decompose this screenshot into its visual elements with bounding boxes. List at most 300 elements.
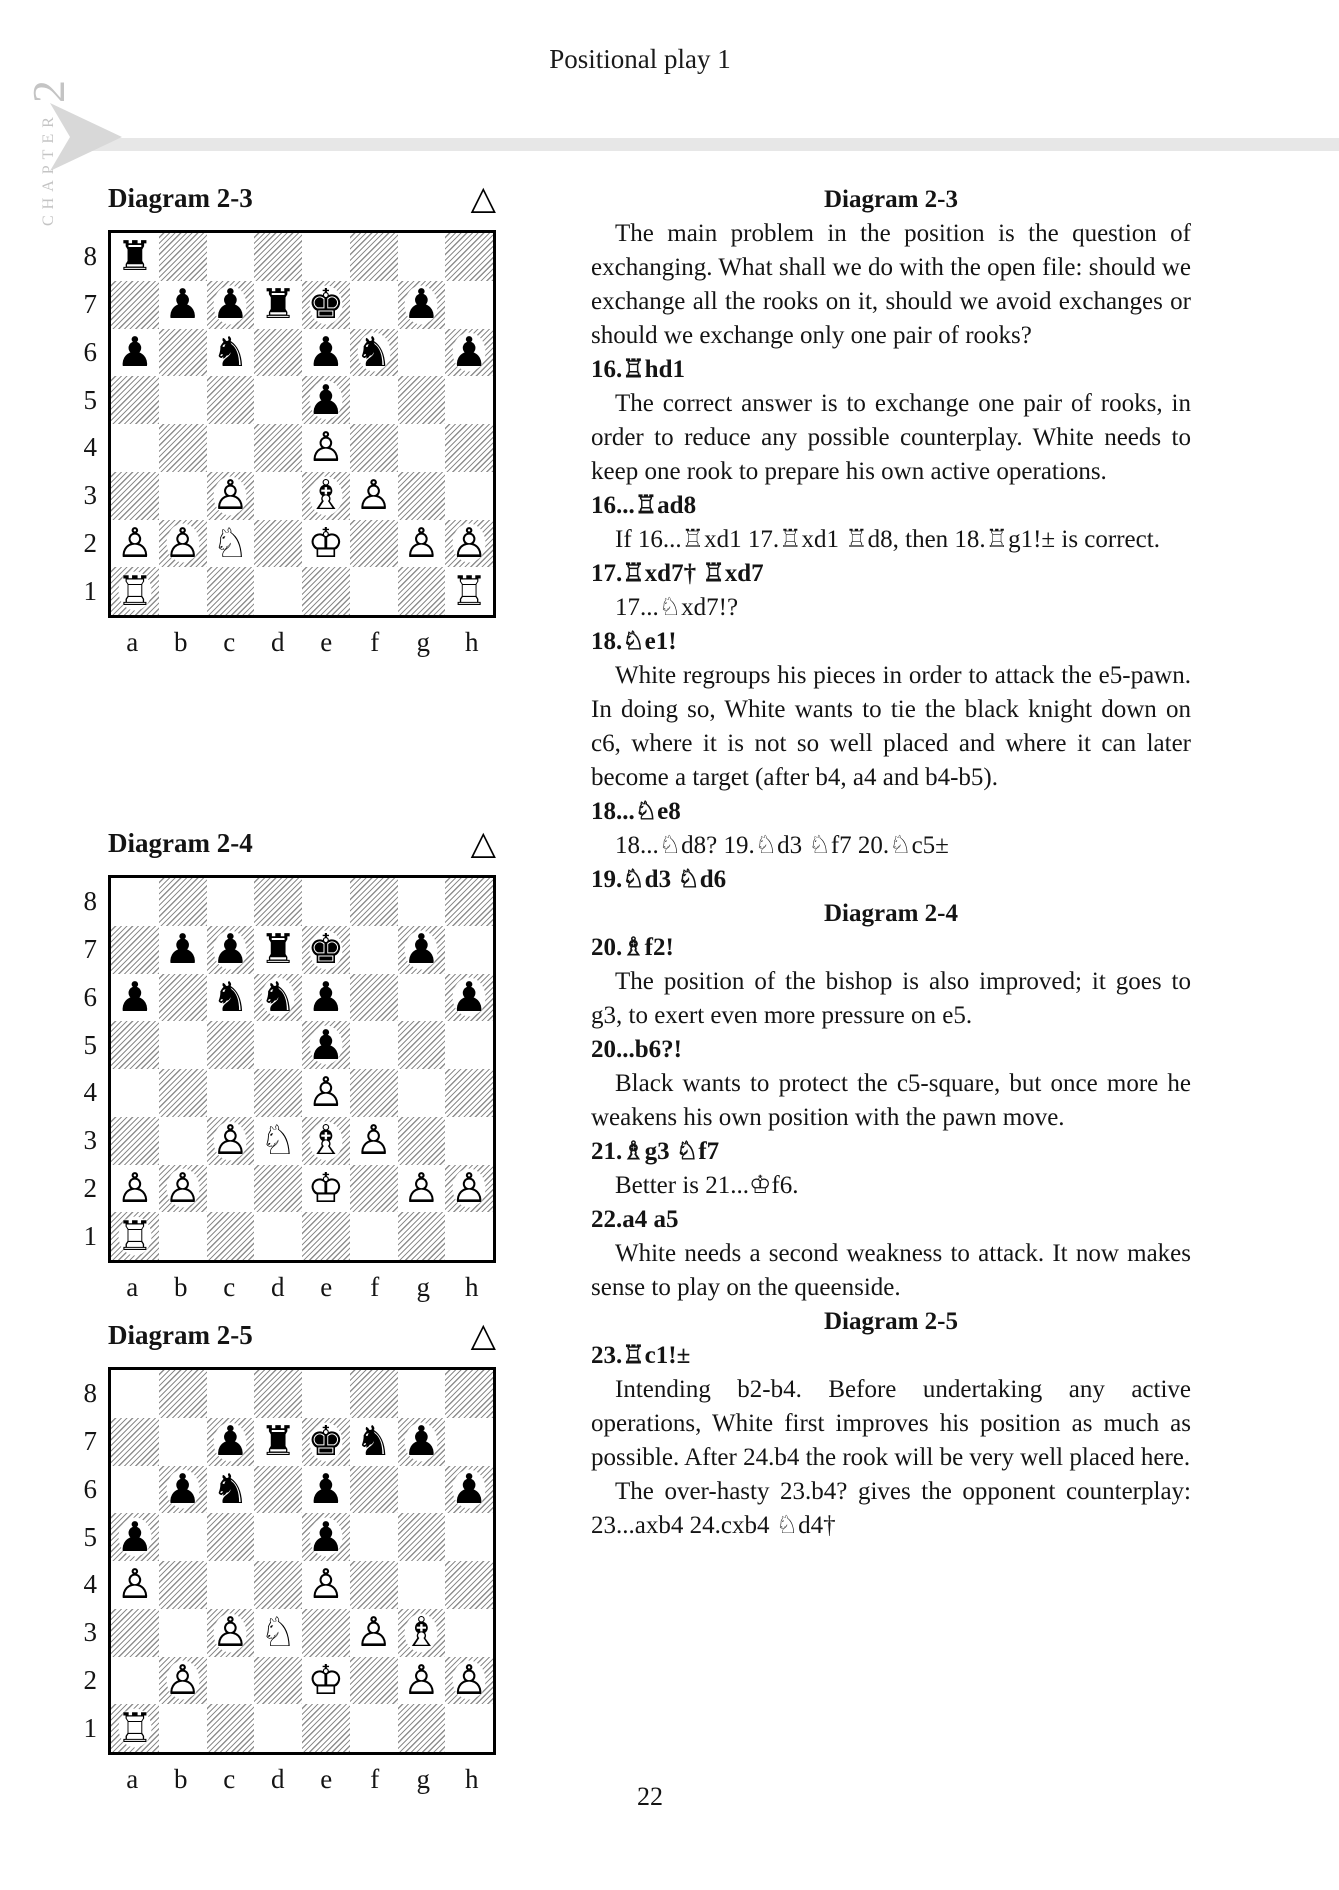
board-square (350, 424, 398, 472)
piece-glyph: ♜ (259, 925, 297, 974)
board-square (111, 281, 159, 329)
chess-piece (111, 1212, 159, 1260)
piece-glyph: ♞ (355, 1417, 392, 1466)
board-square (111, 1561, 159, 1609)
file-label: a (126, 1272, 139, 1302)
board-square (207, 472, 255, 520)
board-square (254, 1609, 302, 1657)
board-square (111, 1418, 159, 1466)
board-square (159, 281, 207, 329)
board-square (398, 878, 446, 926)
chess-piece (254, 1418, 302, 1466)
board-square (350, 567, 398, 615)
board-square (302, 878, 350, 926)
board-square (302, 233, 350, 281)
board-square (111, 520, 159, 568)
board-square (445, 376, 493, 424)
board-square (159, 1117, 207, 1165)
white-to-move-icon: △ (470, 823, 496, 862)
chess-piece (445, 1657, 493, 1705)
piece-glyph: ♟ (211, 1417, 249, 1466)
white-to-move-icon: △ (470, 178, 496, 217)
chess-piece (302, 1657, 350, 1705)
board-square (350, 1466, 398, 1514)
chapter-number: 2 (23, 80, 74, 104)
diagram-2-5 (74, 1315, 496, 1795)
file-label: g (416, 627, 430, 657)
move-line: 18...♘e8 (591, 798, 681, 825)
rank-label: 8 (83, 241, 97, 272)
piece-glyph: ♞ (211, 1464, 249, 1513)
move-line: 18.♘e1! (591, 628, 677, 655)
board-square (350, 1513, 398, 1561)
board-square (111, 329, 159, 377)
chess-piece (207, 974, 255, 1022)
chess-piece (159, 1657, 207, 1705)
board-square (350, 1418, 398, 1466)
chess-piece (302, 1069, 350, 1117)
file-labels (108, 627, 496, 658)
board-square (302, 1418, 350, 1466)
piece-glyph: ♙ (450, 1655, 488, 1704)
board-square (159, 472, 207, 520)
chess-piece (398, 520, 446, 568)
board-square (254, 329, 302, 377)
piece-glyph: ♜ (116, 232, 154, 281)
piece-glyph: ♔ (307, 518, 345, 567)
board-square (350, 1657, 398, 1705)
diagram-body (74, 875, 496, 1263)
board-square (254, 1466, 302, 1514)
chess-piece (350, 329, 398, 377)
rank-label: 1 (83, 1712, 97, 1743)
chess-piece (302, 472, 350, 520)
board-square (111, 1704, 159, 1752)
board-square (159, 376, 207, 424)
file-label: f (370, 627, 380, 657)
move-line: 22.a4 a5 (591, 1206, 679, 1233)
piece-glyph: ♟ (307, 1512, 345, 1561)
board-square (207, 281, 255, 329)
board-square (159, 1466, 207, 1514)
diagram-label: Diagram 2-3 (108, 183, 253, 213)
board-square (159, 1069, 207, 1117)
chess-piece (302, 1165, 350, 1213)
chess-piece (302, 1466, 350, 1514)
board-square (111, 1117, 159, 1165)
board-square (207, 926, 255, 974)
board-square (445, 878, 493, 926)
chess-piece (302, 424, 350, 472)
board-square (254, 424, 302, 472)
chess-piece (398, 1165, 446, 1213)
board-square (445, 926, 493, 974)
board-square (302, 974, 350, 1022)
board-square (207, 1657, 255, 1705)
file-labels (108, 1272, 496, 1303)
board-square (111, 1370, 159, 1418)
move-line: 20.♗f2! (591, 934, 674, 961)
piece-glyph: ♙ (116, 518, 154, 567)
rank-label: 7 (83, 289, 97, 320)
board-square (254, 376, 302, 424)
rank-label: 6 (83, 1473, 97, 1504)
piece-glyph: ♟ (116, 327, 154, 376)
board-square (445, 1704, 493, 1752)
chess-piece (302, 1418, 350, 1466)
piece-glyph: ♗ (307, 471, 345, 520)
piece-glyph: ♟ (211, 925, 249, 974)
board-square (350, 1609, 398, 1657)
chess-piece (302, 1117, 350, 1165)
annotation-paragraph: 17...♘xd7!? (615, 594, 739, 621)
board-square (254, 1021, 302, 1069)
annotation-paragraph: If 16...♖xd1 17.♖xd1 ♖d8, then 18.♖g1!± is correct. (615, 526, 1160, 553)
board-square (254, 520, 302, 568)
rank-label: 7 (83, 934, 97, 965)
piece-glyph: ♙ (116, 1163, 154, 1212)
rank-label: 8 (83, 1378, 97, 1409)
board-square (207, 1513, 255, 1561)
board-square (350, 926, 398, 974)
move-line: 16...♖ad8 (591, 492, 697, 519)
board-square (445, 233, 493, 281)
piece-glyph: ♟ (164, 925, 201, 974)
chess-piece (445, 1165, 493, 1213)
chess-piece (207, 926, 255, 974)
board-square (445, 1212, 493, 1260)
rank-label: 3 (83, 480, 97, 511)
board-square (398, 233, 446, 281)
annotation-paragraph: 18...♘d8? 19.♘d3 ♘f7 20.♘c5± (615, 832, 949, 859)
piece-glyph: ♚ (307, 280, 345, 329)
diagram-heading: Diagram 2-5 (824, 1308, 958, 1335)
board-square (398, 281, 446, 329)
chess-piece (254, 926, 302, 974)
chess-piece (302, 376, 350, 424)
board-square (159, 1370, 207, 1418)
piece-glyph: ♞ (355, 327, 392, 376)
piece-glyph: ♚ (307, 925, 345, 974)
board-square (207, 1370, 255, 1418)
piece-glyph: ♖ (116, 1703, 154, 1752)
board-square (302, 1165, 350, 1213)
piece-glyph: ♙ (355, 1608, 392, 1657)
board-square (302, 1117, 350, 1165)
board-square (159, 1513, 207, 1561)
chess-piece (207, 1466, 255, 1514)
chess-piece (302, 329, 350, 377)
move-line: 20...b6?! (591, 1036, 682, 1063)
annotation-paragraph: Black wants to protect the c5-square, but once more he weakens his own position with the pawn move. (591, 1070, 1191, 1131)
chess-piece (159, 520, 207, 568)
annotation-paragraph: The over-hasty 23.b4? gives the opponent counterplay: 23...axb4 24.cxb4 ♘d4† (591, 1478, 1191, 1539)
rank-label: 2 (83, 527, 97, 558)
board-square (350, 520, 398, 568)
board-square (445, 1370, 493, 1418)
board-square (350, 974, 398, 1022)
board-square (254, 281, 302, 329)
board-square (398, 1117, 446, 1165)
chess-piece (111, 1513, 159, 1561)
annotation-paragraph: White regroups his pieces in order to attack the e5-pawn. In doing so, White wants to tie the black knight down on c6, where it is not so well placed and where it can later become a target (after b4, a4 and b4-b5). (591, 662, 1191, 791)
board-square (159, 567, 207, 615)
board-square (302, 424, 350, 472)
annotation-paragraph: The correct answer is to exchange one pair of rooks, in order to reduce any possible counterplay. White needs to keep one rook to prepare his own active operations. (591, 390, 1191, 485)
board-square (398, 376, 446, 424)
piece-glyph: ♞ (211, 972, 249, 1021)
board-square (159, 1609, 207, 1657)
board-square (159, 424, 207, 472)
file-label: f (370, 1272, 380, 1302)
board-square (207, 233, 255, 281)
chapter-marker (23, 48, 74, 226)
white-to-move-icon: △ (470, 1315, 496, 1354)
piece-glyph: ♙ (355, 471, 392, 520)
chess-board (108, 230, 496, 618)
piece-glyph: ♙ (116, 1560, 154, 1609)
piece-glyph: ♙ (307, 1560, 345, 1609)
board-square (302, 1212, 350, 1260)
board-square (350, 878, 398, 926)
board-square (398, 520, 446, 568)
board-square (445, 1069, 493, 1117)
diagram-label: Diagram 2-4 (108, 828, 253, 858)
diagram-body (74, 1367, 496, 1755)
chess-piece (254, 974, 302, 1022)
board-square (111, 926, 159, 974)
chapter-word: CHAPTER (40, 111, 57, 226)
piece-glyph: ♟ (402, 1417, 440, 1466)
rank-labels (74, 875, 108, 1263)
board-square (159, 1657, 207, 1705)
board-square (302, 1609, 350, 1657)
chess-piece (445, 329, 493, 377)
board-square (445, 567, 493, 615)
board-square (350, 1165, 398, 1213)
piece-glyph: ♟ (164, 1464, 201, 1513)
board-square (398, 1165, 446, 1213)
board-square (445, 520, 493, 568)
chess-piece (207, 1117, 255, 1165)
board-square (207, 329, 255, 377)
piece-glyph: ♙ (307, 423, 345, 472)
annotation-paragraph: Better is 21...♔f6. (615, 1172, 799, 1199)
chess-piece (254, 281, 302, 329)
board-square (350, 1370, 398, 1418)
rank-label: 3 (83, 1125, 97, 1156)
board-square (302, 926, 350, 974)
board-square (398, 926, 446, 974)
board-square (445, 1561, 493, 1609)
board-square (350, 1069, 398, 1117)
board-square (398, 424, 446, 472)
file-label: d (271, 627, 285, 657)
board-square (350, 1117, 398, 1165)
rank-label: 5 (83, 1029, 97, 1060)
board-square (445, 974, 493, 1022)
chess-piece (302, 1513, 350, 1561)
board-square (207, 1212, 255, 1260)
board-square (207, 567, 255, 615)
board-square (254, 878, 302, 926)
board-square (254, 974, 302, 1022)
file-label: c (223, 1764, 236, 1794)
annotation-paragraph: The main problem in the position is the question of exchanging. What shall we do with the open file: should we exchange all the rooks on it, should we avoid exchanges or should we exchange only one pair of rooks? (591, 220, 1191, 349)
piece-glyph: ♙ (307, 1068, 345, 1117)
chess-piece (445, 520, 493, 568)
diagram-header (108, 1315, 496, 1354)
board-square (207, 1069, 255, 1117)
board-square (207, 1609, 255, 1657)
piece-glyph: ♙ (164, 1655, 201, 1704)
board-square (207, 1704, 255, 1752)
board-square (254, 567, 302, 615)
piece-glyph: ♟ (211, 280, 249, 329)
file-label: d (271, 1764, 285, 1794)
board-square (111, 472, 159, 520)
board-square (445, 281, 493, 329)
board-square (159, 1418, 207, 1466)
file-label: e (320, 1272, 333, 1302)
chess-piece (207, 520, 255, 568)
piece-glyph: ♙ (211, 1608, 249, 1657)
rank-label: 1 (83, 1220, 97, 1251)
board-square (350, 329, 398, 377)
piece-glyph: ♟ (307, 1020, 345, 1069)
board-square (254, 1657, 302, 1705)
chess-piece (398, 1418, 446, 1466)
diagram-2-4 (74, 823, 496, 1303)
diagram-header (108, 823, 496, 862)
board-square (207, 1418, 255, 1466)
piece-glyph: ♟ (307, 327, 345, 376)
file-label: e (320, 627, 333, 657)
board-square (111, 878, 159, 926)
board-square (302, 1069, 350, 1117)
piece-glyph: ♜ (259, 280, 297, 329)
chess-piece (159, 1165, 207, 1213)
board-square (302, 1704, 350, 1752)
board-square (302, 376, 350, 424)
chess-piece (302, 974, 350, 1022)
file-label: h (465, 1272, 479, 1302)
rank-labels (74, 1367, 108, 1755)
board-square (398, 1561, 446, 1609)
chess-piece (111, 567, 159, 615)
piece-glyph: ♟ (450, 972, 488, 1021)
chess-piece (302, 281, 350, 329)
board-square (159, 878, 207, 926)
board-square (350, 376, 398, 424)
board-square (445, 472, 493, 520)
chess-piece (111, 974, 159, 1022)
board-square (254, 472, 302, 520)
chess-piece (350, 1609, 398, 1657)
board-square (350, 281, 398, 329)
file-label: f (370, 1764, 380, 1794)
board-square (111, 1069, 159, 1117)
file-label: h (465, 1764, 479, 1794)
file-label: h (465, 627, 479, 657)
rank-labels (74, 230, 108, 618)
board-square (398, 1513, 446, 1561)
piece-glyph: ♟ (307, 972, 345, 1021)
piece-glyph: ♙ (450, 1163, 488, 1212)
board-square (445, 1021, 493, 1069)
piece-glyph: ♙ (211, 471, 249, 520)
board-square (445, 1418, 493, 1466)
board-square (350, 233, 398, 281)
diagram-body (74, 230, 496, 618)
chess-piece (207, 472, 255, 520)
board-square (254, 926, 302, 974)
board-square (159, 1704, 207, 1752)
board-square (159, 974, 207, 1022)
board-square (398, 1370, 446, 1418)
rank-label: 1 (83, 575, 97, 606)
move-line: 21.♗g3 ♘f7 (591, 1138, 720, 1165)
file-label: c (223, 627, 236, 657)
annotation-paragraph: Intending b2-b4. Before undertaking any active operations, White first improves his position as much as possible. After 24.b4 the rook will be very well placed here. (591, 1376, 1191, 1471)
board-square (254, 1418, 302, 1466)
piece-glyph: ♗ (307, 1116, 345, 1165)
board-square (350, 1212, 398, 1260)
move-line: 16.♖hd1 (591, 356, 685, 383)
piece-glyph: ♖ (116, 566, 154, 615)
board-square (445, 1657, 493, 1705)
chess-piece (302, 926, 350, 974)
board-square (111, 1021, 159, 1069)
file-label: b (174, 1272, 188, 1302)
board-square (207, 520, 255, 568)
board-square (302, 1513, 350, 1561)
chess-board (108, 875, 496, 1263)
board-square (302, 1657, 350, 1705)
piece-glyph: ♙ (402, 1655, 440, 1704)
board-square (445, 329, 493, 377)
piece-glyph: ♘ (259, 1608, 297, 1657)
chess-piece (111, 233, 159, 281)
page-header-title: Positional play 1 (549, 44, 731, 74)
chess-piece (207, 281, 255, 329)
board-square (207, 376, 255, 424)
board-square (111, 424, 159, 472)
piece-glyph: ♟ (307, 1464, 345, 1513)
piece-glyph: ♘ (259, 1116, 297, 1165)
board-square (445, 1513, 493, 1561)
board-square (302, 329, 350, 377)
board-square (350, 1704, 398, 1752)
piece-glyph: ♔ (307, 1655, 345, 1704)
board-square (302, 281, 350, 329)
board-square (207, 878, 255, 926)
file-label: e (320, 1764, 333, 1794)
piece-glyph: ♟ (402, 925, 440, 974)
piece-glyph: ♟ (116, 972, 154, 1021)
rank-label: 5 (83, 384, 97, 415)
board-square (398, 1657, 446, 1705)
board-square (254, 1370, 302, 1418)
piece-glyph: ♔ (307, 1163, 345, 1212)
board-square (159, 1021, 207, 1069)
chess-piece (350, 1117, 398, 1165)
chess-piece (159, 281, 207, 329)
board-square (350, 1021, 398, 1069)
chess-piece (398, 926, 446, 974)
board-square (302, 520, 350, 568)
chess-piece (445, 567, 493, 615)
